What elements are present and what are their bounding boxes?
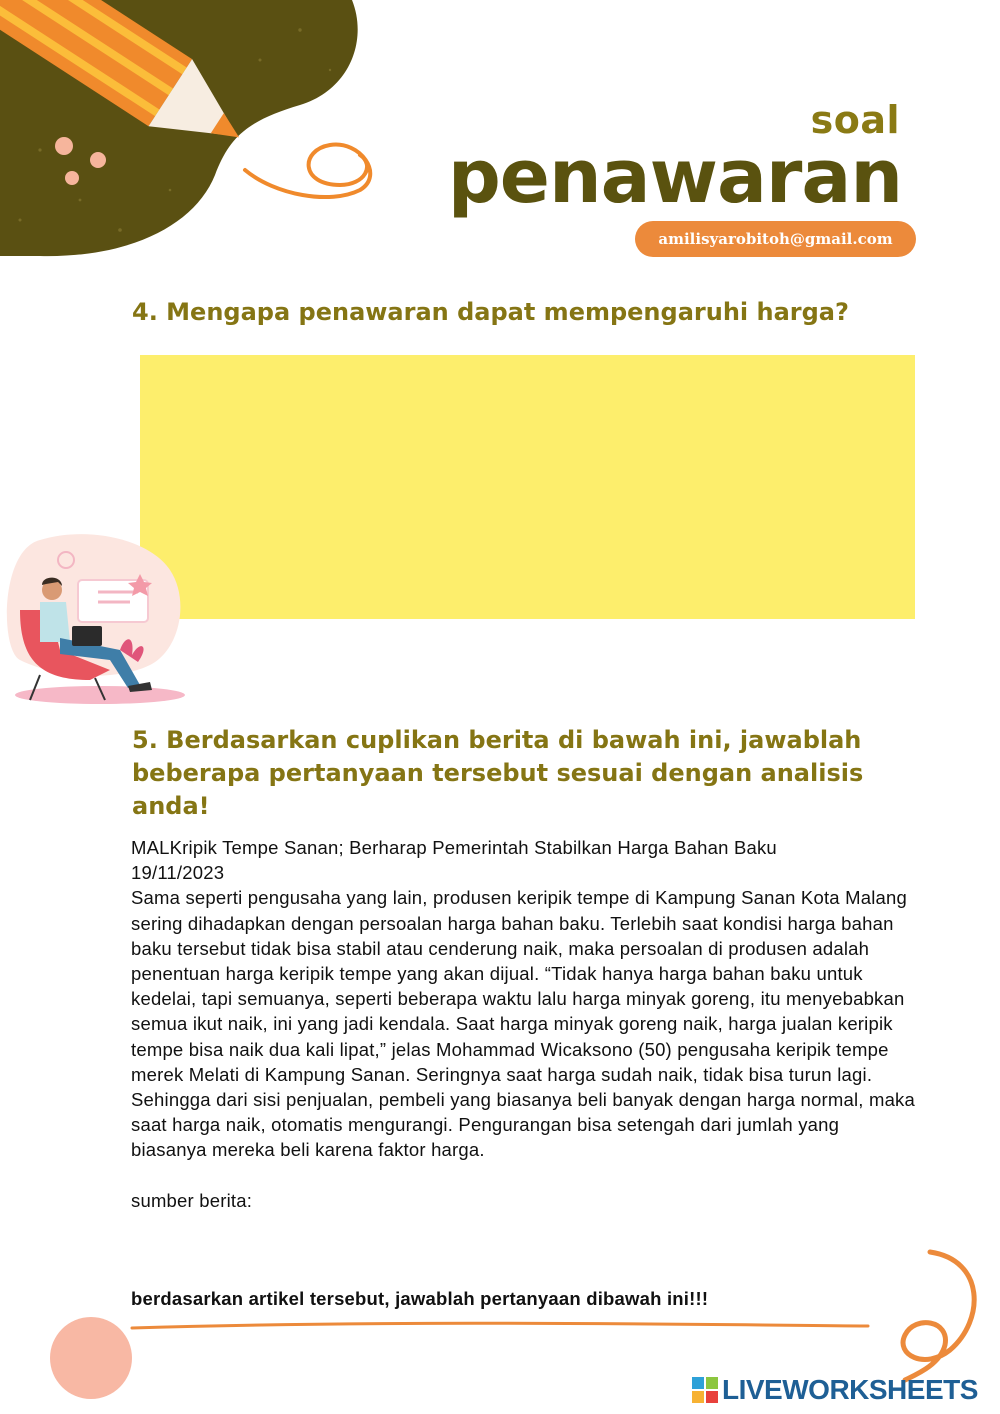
- author-email-badge: amilisyarobitoh@gmail.com: [635, 221, 916, 257]
- liveworksheets-wordmark: LIVEWORKSHEETS: [722, 1374, 978, 1405]
- news-article: [131, 835, 916, 1213]
- article-date: 19/11/2023: [131, 862, 225, 884]
- instruction-text: berdasarkan artikel tersebut, jawablah pertanyaan dibawah ini!!!: [131, 1288, 709, 1309]
- article-headline: MALKripik Tempe Sanan; Berharap Pemerintah Stabilkan Harga Bahan Baku: [131, 837, 777, 858]
- liveworksheets-badge-icon: [692, 1377, 718, 1403]
- pencil-blob-illustration: [0, 0, 390, 265]
- person-laptop-illustration: [0, 530, 190, 712]
- question-4: 4. Mengapa penawaran dapat mempengaruhi harga?: [132, 298, 849, 326]
- title-small: soal: [810, 98, 900, 142]
- article-body: Sama seperti pengusaha yang lain, produsen keripik tempe di Kampung Sanan Kota Malang sering dihadapkan dengan persoalan harga bahan baku. Terlebih saat kondisi harga bahan baku tersebut tidak bisa stabil atau cenderung naik, maka persoalan di produsen adalah penentuan harga keripik tempe yang akan dijual. “Tidak hanya harga bahan baku untuk kedelai, tapi semuanya, seperti beberapa waktu lalu harga minyak goreng, itu menyebabkan semua ikut naik, ini yang jadi kendala. Saat harga minyak goreng naik, harga jualan keripik tempe bisa naik dua kali lipat,” jelas Mohammad Wicaksono (50) pengusaha keripik tempe merek Melati di Kampung Sanan. Seringnya saat harga sudah naik, tidak bisa turun lagi. Sehingga dari sisi penjualan, pembeli yang biasanya beli banyak dengan harga normal, maka saat harga naik, otomatis mengurangi. Pengurangan bisa setengah dari jumlah yang biasanya mereka beli karena faktor harga.: [131, 887, 915, 1161]
- liveworksheets-logo: [692, 1375, 978, 1405]
- article-source-label: sumber berita:: [131, 1189, 253, 1211]
- question-5: 5. Berdasarkan cuplikan berita di bawah ini, jawablah beberapa pertanyaan tersebut sesuai dengan analisis anda!: [132, 726, 864, 820]
- answer-input-box-4[interactable]: [140, 355, 915, 619]
- page-title: penawaran: [447, 134, 902, 220]
